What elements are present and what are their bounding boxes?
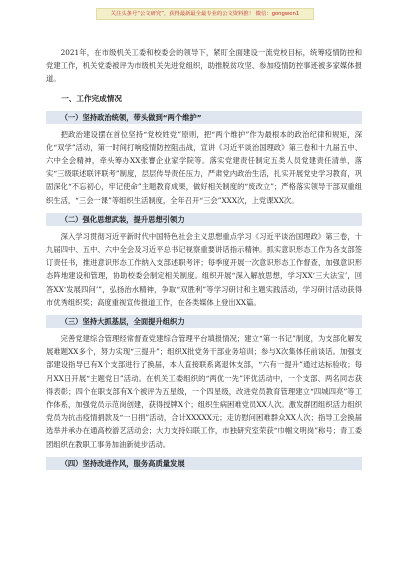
- subsection-3-body: 完善党建综合管理经常督查党建综合管理平台填报情况；建立“第一书记”制度，为支部化解发展难题XX多个，努力实现“三提升”；组织X批党务干部业务培训；参与X次集体任前谈话。加强支部建设指导已有X个支部进行了换届，本人直接联系离退休支部，“六有一提升”通过达标验收；每月XX日开展“主题党日”活动。在机关工委组织的“两优一先”评优活动中，一个支部、两名同志获得表彰；四个在职支部有X个被评为五星级，一个四星级，改进党员教育管理建立“四城四亮”等工作体系，加强党员示范岗创建，获得授牌X个；组织生病困难党员XX人次。激发群团组织活力组织党员为抗击疫情捐款及“一日捐”活动，合计XXXXX元；走访慰问困难群众XX人次；指导工会换届选举并承办在通高校游艺活动会；大力支持妇联工作，市独研究室荣获“巾帼文明岗”称号；青工委团组织在教职工事务加油新徒步活动。: [46, 334, 362, 449]
- subsection-1-body: 把政治建设摆在首位坚持“党校姓党”原则，把“两个维护”作为最根本的政治纪律和规矩，深化“双学”活动，第一时间打响疫情防控阻击战，宣讲《习近平谈治国理政》第三卷和十九届五中、六中全会精神，牵头筹办XX张謇企业家学院等。落实党建责任制定五类人员党建责任清单，落实“三级联述联评联考”制度，层层传导责任压力，严肃党内政治生活，扎实开展党史学习教育，巩固深化“不忘初心，牢记使命”主题教育成果，做好相关制度的“废改立”；严格落实领导干部双重组织生活，“三会一课”等组织生活制度，全年召开“三会”XXX次，上党课XX次。: [46, 129, 362, 205]
- promo-banner[interactable]: 关注头条号“公文研究”，获得最新最全最专业的公文资料推！ 微信：gongwen1: [96, 8, 314, 20]
- subsection-4-title: （四）坚持改进作风，服务高质量发展: [46, 457, 362, 470]
- subsection-2-body: 深入学习贯彻习近平新时代中国特色社会主义思想重点学习《习近平谈治国理政》第三卷，十九届四中、五中、六中全会及习近平总书记视察重要讲话指示精神。抓实意识形态工作为各支部签订责任书，推进意识形态工作纳入支部述职考评；每季度开展一次意识形态工作督查，加强意识形态阵地建设和管理，协助校委会制定相关制度。组织开展“深入解放思想，学习XX‘三大法宝’，回答XX‘发展四问’”，弘扬治水精神，争取“双胜利”等学习研讨和主题实践活动，学习研讨活动获得市优秀组织奖；高度重视宣传报道工作，在各类媒体上登出XX篇。: [46, 231, 362, 307]
- section-title: 一、工作完成情况: [61, 93, 122, 103]
- intro-paragraph: 2021年，在市级机关工委和校委会的领导下，紧盯全面建设一流党校目标，统筹疫情防控和党建工作，机关党委被评为市级机关先进党组织，助推脱贫攻坚、参加疫情防控事迹被多家媒体报道。: [46, 48, 362, 84]
- document-body: [46, 46, 362, 474]
- subsection-2-title: （二）强化思想武装，提升思想引领力: [46, 213, 362, 226]
- subsection-1-title: （一）坚持政治统领，带头做到“两个维护”: [46, 111, 362, 124]
- subsection-3-title: （三）坚持大抓基层，全面提升组织力: [46, 315, 362, 328]
